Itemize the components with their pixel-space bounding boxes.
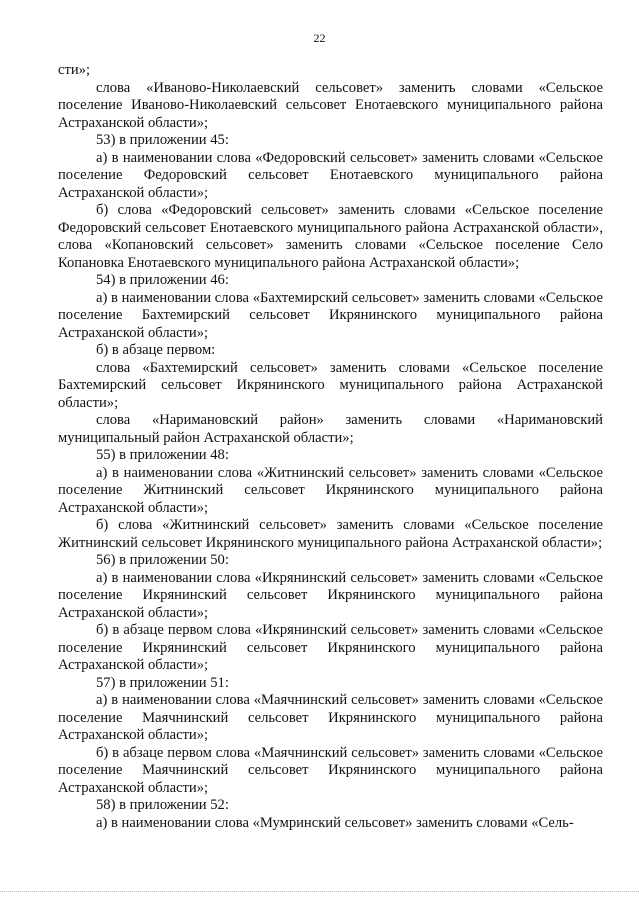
paragraph: б) в абзаце первом слова «Маячнинский сельсовет» заменить словами «Сельское поселение Маячнинский сельсовет Икрянинского муниципального района Астраханской области»; bbox=[58, 744, 603, 796]
list-item-heading: 58) в приложении 52: bbox=[96, 797, 229, 813]
paragraph: а) в наименовании слова «Маячнинский сельсовет» заменить словами «Сельское поселение Маячнинский сельсовет Икрянинского муниципального района Астраханской области»; bbox=[58, 692, 603, 743]
list-item-heading: 55) в приложении 48: bbox=[96, 447, 229, 463]
paragraph: а) в наименовании слова «Бахтемирский сельсовет» заменить словами «Сельское поселение Бахтемирский сельсовет Икрянинского муниципального района Астраханской области»; bbox=[58, 289, 603, 341]
paragraph: сти»; bbox=[58, 62, 91, 78]
paragraph: а) в наименовании слова «Федоровский сельсовет» заменить словами «Сельское поселение Федоровский сельсовет Енотаевского муниципального района Астраханской области»; bbox=[58, 149, 603, 201]
list-item-heading: 57) в приложении 51: bbox=[96, 674, 229, 691]
paragraph: слова «Наримановский район» заменить словами «Наримановский муниципальный район Астраханской области»; bbox=[58, 412, 603, 446]
page-number: 22 bbox=[313, 31, 326, 45]
paragraph: б) слова «Федоровский сельсовет» заменить словами «Сельское поселение Федоровский сельсовет Енотаевского муниципального района Астраханской области», слова «Копановский сельсовет» заменить словами «Сельское поселение Село Копановка Енотаевского муниципального района Астраханской области»; bbox=[58, 202, 603, 271]
list-item-heading: 56) в приложении 50: bbox=[96, 552, 229, 568]
paragraph: а) в наименовании слова «Мумринский сельсовет» заменить словами «Сель- bbox=[96, 814, 574, 831]
paragraph: а) в наименовании слова «Икрянинский сельсовет» заменить словами «Сельское поселение Икрянинский сельсовет Икрянинского муниципального района Астраханской области»; bbox=[58, 569, 603, 621]
paragraph: слова «Ивановo-Николаевский сельсовет» заменить словами «Сельское поселение Ивановo-Николаевский сельсовет Енотаевского муниципального района Астраханской области»; bbox=[58, 79, 603, 131]
document-body bbox=[58, 62, 603, 832]
paragraph: б) в абзаце первом слова «Икрянинский сельсовет» заменить словами «Сельское поселение Икрянинский сельсовет Икрянинского муниципального района Астраханской области»; bbox=[58, 622, 603, 673]
paragraph: б) в абзаце первом: bbox=[96, 342, 216, 358]
paragraph: б) слова «Житнинский сельсовет» заменить словами «Сельское поселение Житнинский сельсовет Икрянинского муниципального района Астраханской области»; bbox=[58, 517, 603, 551]
paragraph: слова «Бахтемирский сельсовет» заменить словами «Сельское поселение Бахтемирский сельсовет Икрянинского муниципального района Астраханской области»; bbox=[58, 359, 603, 411]
bottom-divider bbox=[0, 891, 639, 892]
list-item-heading: 54) в приложении 46: bbox=[96, 272, 229, 288]
paragraph: а) в наименовании слова «Житнинский сельсовет» заменить словами «Сельское поселение Житнинский сельсовет Икрянинского муниципального района Астраханской области»; bbox=[58, 464, 603, 516]
list-item-heading: 53) в приложении 45: bbox=[96, 132, 229, 148]
